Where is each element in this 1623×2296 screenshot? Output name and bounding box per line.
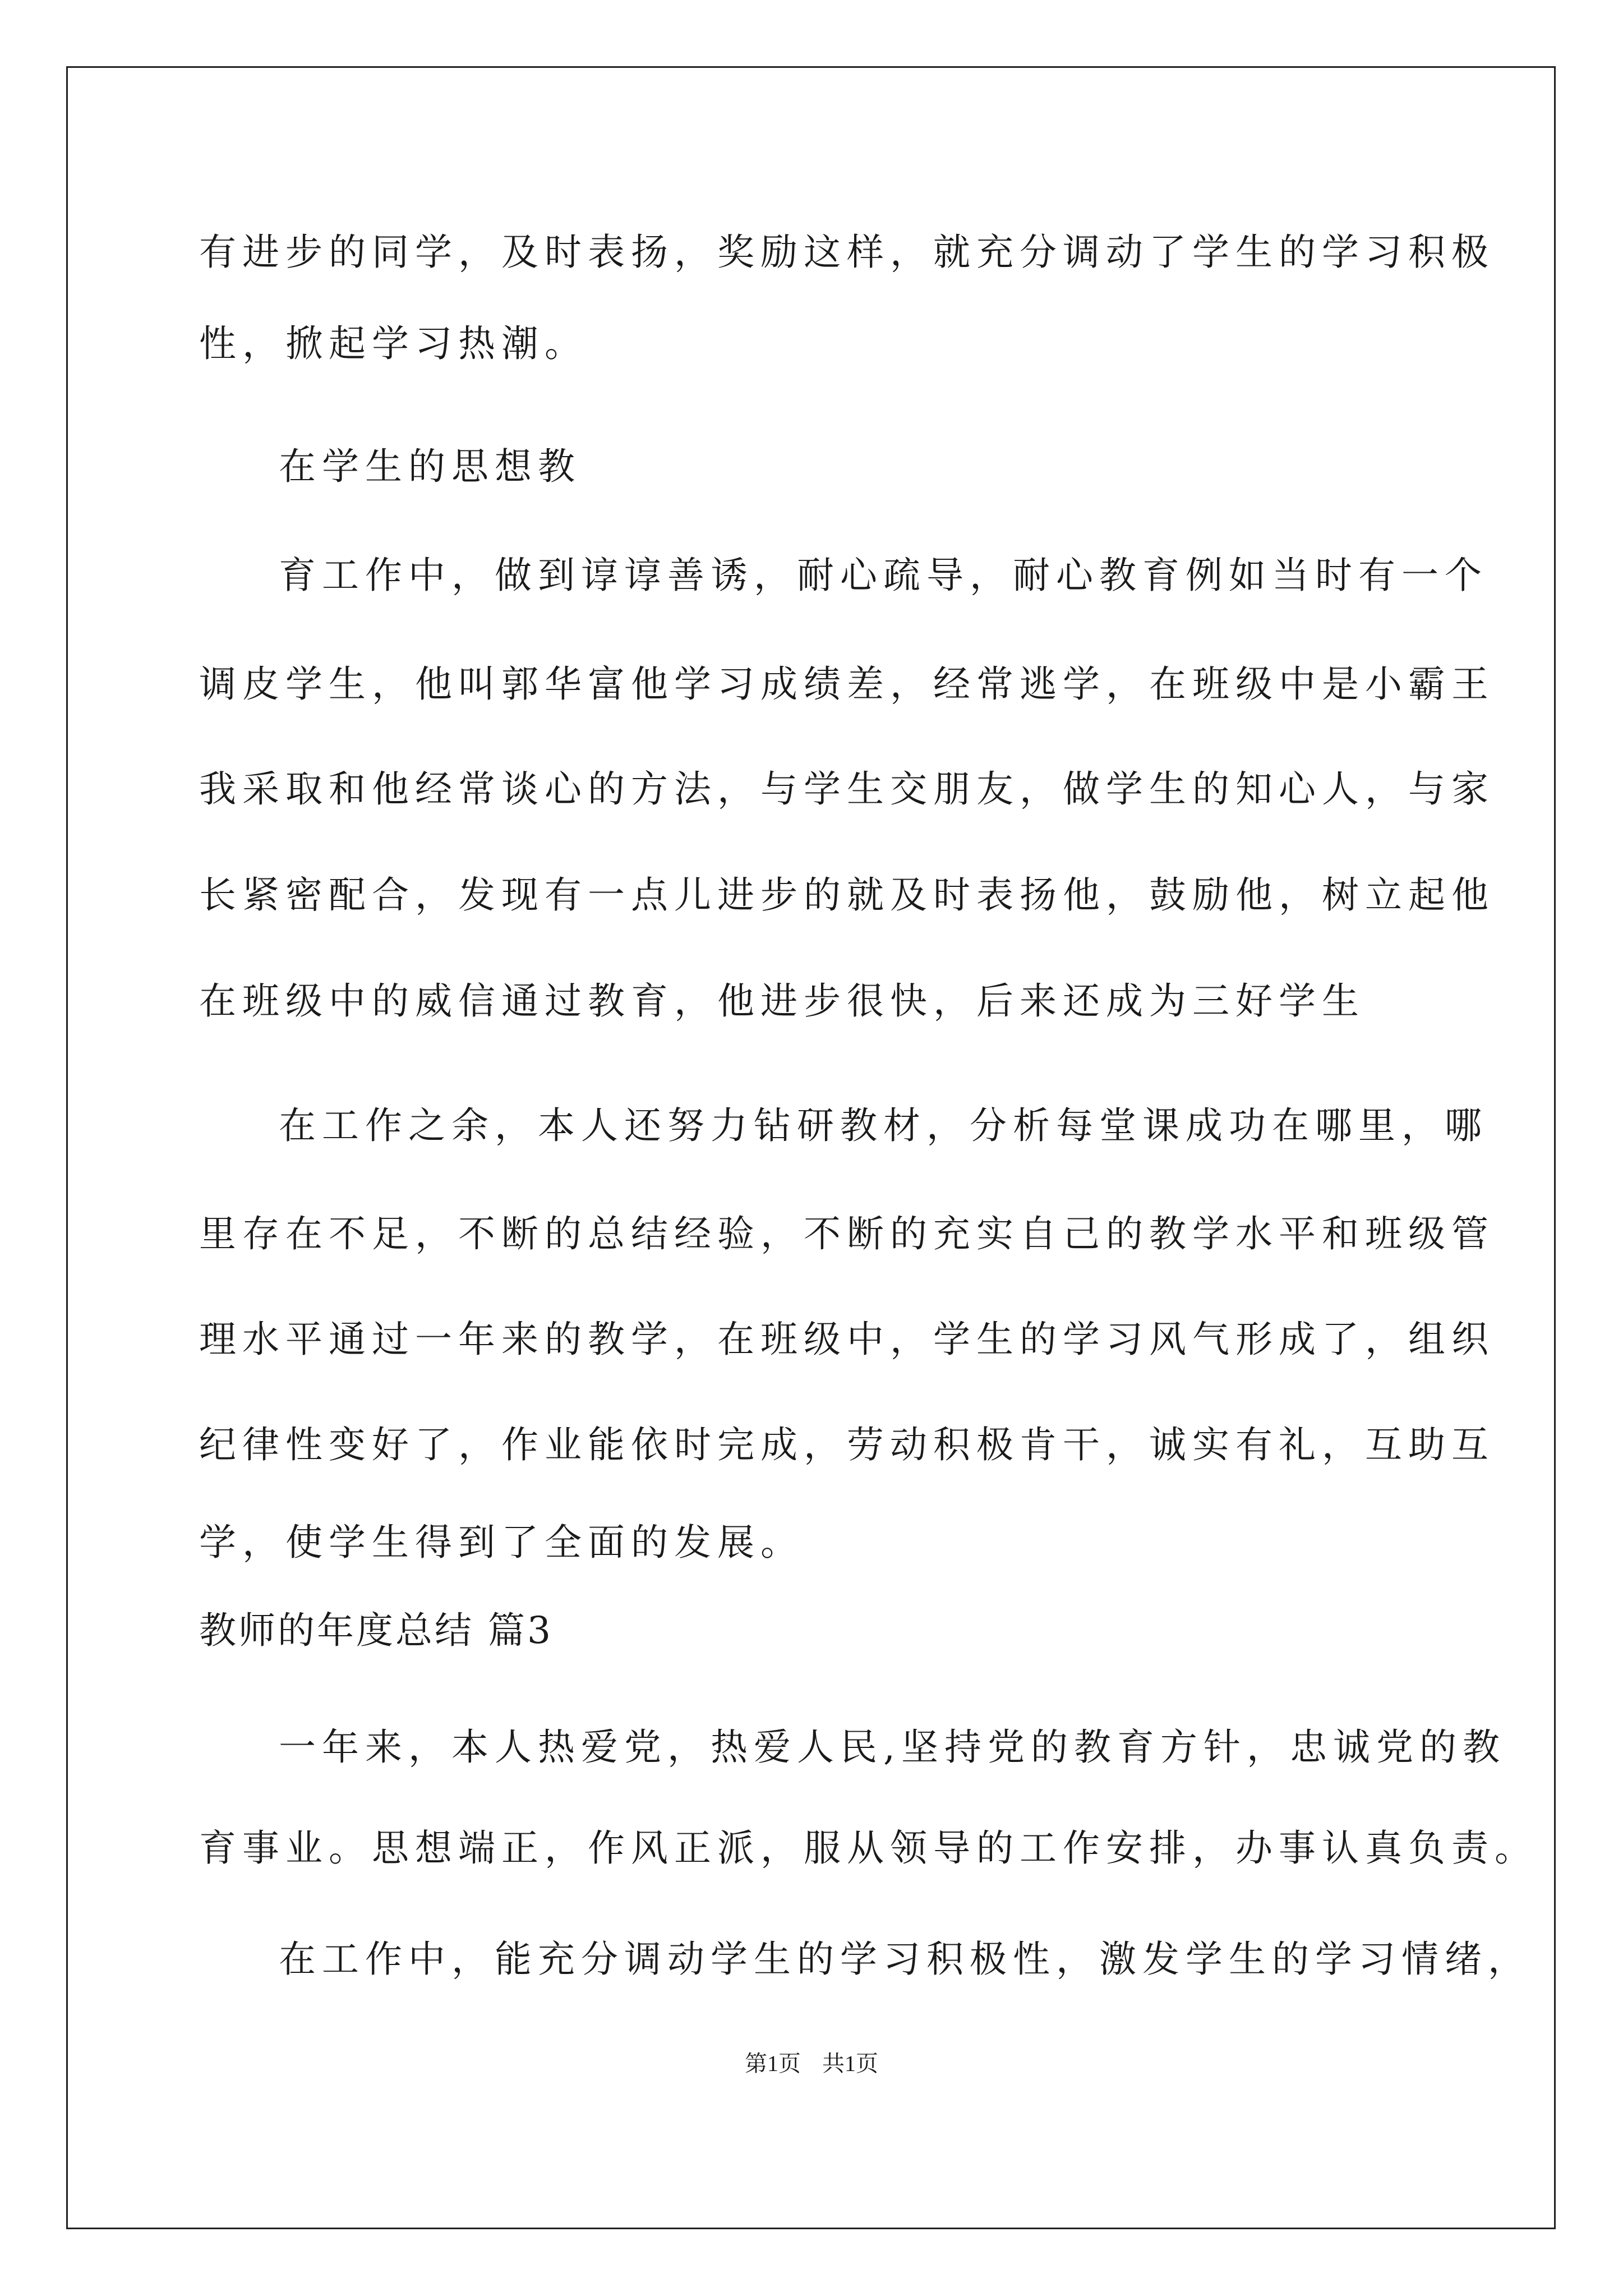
text-line: 一年来，本人热爱党，热爱人民,坚持党的教育方针，忠诚党的教 <box>279 1726 1506 1769</box>
text-line: 里存在不足，不断的总结经验，不断的充实自己的教学水平和班级管 <box>199 1212 1495 1255</box>
text-line: 调皮学生，他叫郭华富他学习成绩差，经常逃学，在班级中是小霸王 <box>199 662 1495 706</box>
text-line: 在工作之余，本人还努力钻研教材，分析每堂课成功在哪里，哪 <box>279 1104 1488 1147</box>
text-line: 我采取和他经常谈心的方法，与学生交朋友，做学生的知心人，与家 <box>199 767 1495 811</box>
text-line: 在班级中的威信通过教育，他进步很快，后来还成为三好学生 <box>199 979 1365 1023</box>
text-line: 长紧密配合，发现有一点儿进步的就及时表扬他，鼓励他，树立起他 <box>199 873 1495 917</box>
page-footer <box>0 2050 1623 2078</box>
text-line: 育事业。思想端正，作风正派，服从领导的工作安排，办事认真负责。 <box>199 1826 1538 1870</box>
text-line: 性，掀起学习热潮。 <box>199 322 588 365</box>
text-line: 在工作中，能充分调动学生的学习积极性，激发学生的学习情绪， <box>279 1938 1531 1981</box>
section-heading: 教师的年度总结 篇3 <box>199 1609 553 1652</box>
page-number: 第1页 <box>745 2051 801 2076</box>
text-line: 学，使学生得到了全面的发展。 <box>199 1521 804 1564</box>
text-line: 纪律性变好了，作业能依时完成，劳动积极肯干，诚实有礼，互助互 <box>199 1423 1495 1466</box>
text-line: 育工作中，做到谆谆善诱，耐心疏导，耐心教育例如当时有一个 <box>279 554 1488 597</box>
text-line: 在学生的思想教 <box>279 445 581 488</box>
text-line: 理水平通过一年来的教学，在班级中，学生的学习风气形成了，组织 <box>199 1318 1495 1361</box>
page-total: 共1页 <box>822 2051 878 2076</box>
text-line: 有进步的同学，及时表扬，奖励这样，就充分调动了学生的学习积极 <box>199 231 1495 274</box>
